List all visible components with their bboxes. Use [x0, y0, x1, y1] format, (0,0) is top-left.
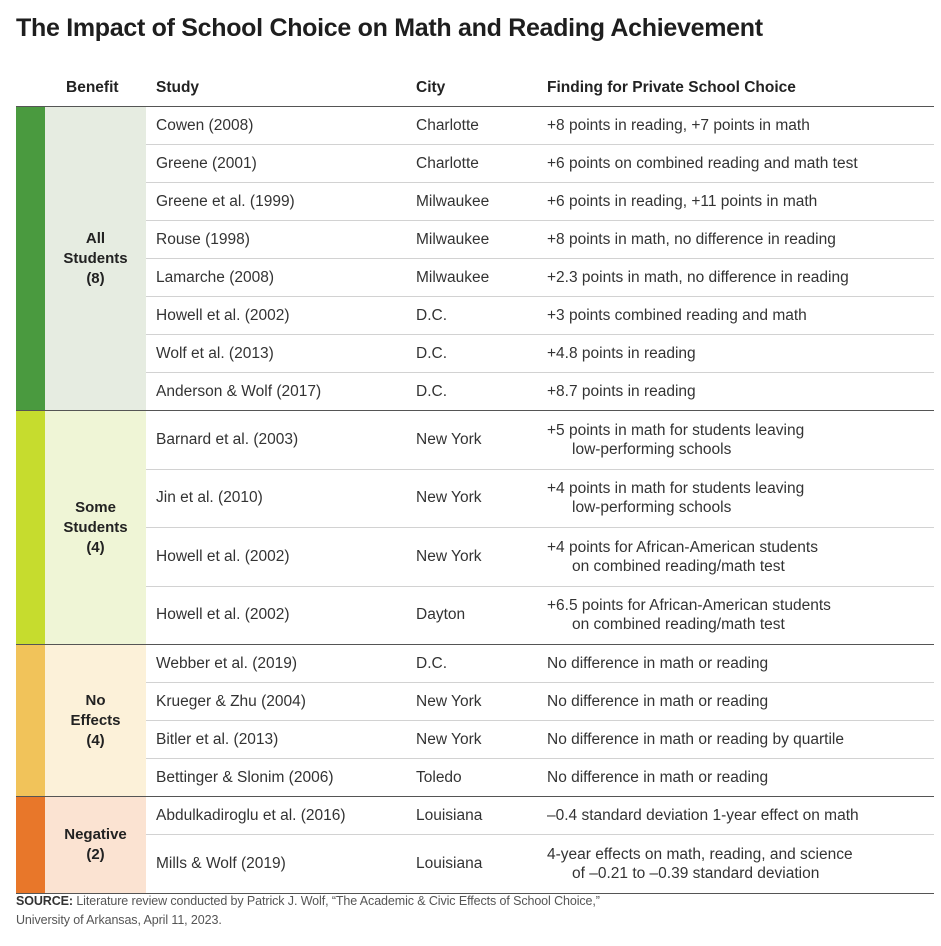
finding-line: +4.8 points in reading	[547, 345, 696, 362]
study-cell: Wolf et al. (2013)	[156, 344, 274, 362]
finding-cell	[547, 116, 927, 135]
table-row	[146, 183, 934, 221]
header-benefit: Benefit	[66, 79, 119, 96]
group-label-cell	[45, 797, 146, 893]
table-row	[146, 145, 934, 183]
finding-line: +6 points in reading, +11 points in math	[547, 193, 818, 210]
benefit-group-all-students	[16, 107, 934, 411]
study-cell: Krueger & Zhu (2004)	[156, 692, 306, 710]
city-cell: Toledo	[416, 768, 462, 786]
table-row	[146, 335, 934, 373]
table-row	[146, 259, 934, 297]
group-label	[64, 825, 127, 865]
finding-line: +8 points in reading, +7 points in math	[547, 117, 810, 134]
finding-cell	[547, 806, 927, 825]
city-cell: Milwaukee	[416, 192, 490, 210]
finding-line: +8.7 points in reading	[547, 383, 696, 400]
group-rows	[146, 645, 934, 796]
group-label-line: Negative	[64, 825, 127, 843]
group-label-line: Effects	[70, 711, 121, 729]
table-row	[146, 411, 934, 470]
group-label-line: All	[85, 229, 106, 247]
city-cell: D.C.	[416, 382, 447, 400]
study-cell: Abdulkadiroglu et al. (2016)	[156, 806, 346, 824]
study-cell: Howell et al. (2002)	[156, 306, 290, 324]
finding-line: low-performing schools	[572, 499, 732, 517]
table-row	[146, 107, 934, 145]
city-cell: Milwaukee	[416, 230, 490, 248]
finding-line: +2.3 points in math, no difference in reading	[547, 269, 849, 286]
source-text-1: Literature review conducted by Patrick J. Wolf, “The Academic & Civic Effects of School Choice,”	[76, 894, 600, 908]
group-label-cell	[45, 645, 146, 796]
study-cell: Howell et al. (2002)	[156, 606, 290, 624]
header-finding: Finding for Private School Choice	[547, 79, 796, 96]
finding-cell	[547, 230, 927, 249]
finding-line: +4 points for African-American students	[547, 538, 818, 556]
city-cell: Charlotte	[416, 116, 479, 134]
source-line-1	[16, 892, 600, 911]
group-label	[70, 691, 120, 751]
city-cell: D.C.	[416, 654, 447, 672]
city-cell: New York	[416, 430, 482, 448]
table-row	[146, 683, 934, 721]
finding-cell	[547, 654, 927, 673]
finding-cell	[547, 768, 927, 787]
group-rows	[146, 411, 934, 644]
city-cell: Louisiana	[416, 806, 483, 824]
finding-line: +3 points combined reading and math	[547, 307, 807, 324]
study-cell: Lamarche (2008)	[156, 268, 275, 286]
finding-line: No difference in math or reading	[547, 693, 769, 710]
city-cell: Milwaukee	[416, 268, 490, 286]
group-color-bar	[16, 411, 45, 644]
study-cell: Mills & Wolf (2019)	[156, 854, 286, 872]
results-table	[16, 68, 934, 894]
source-label: SOURCE:	[16, 894, 73, 908]
finding-cell	[547, 154, 927, 173]
header-city: City	[416, 79, 446, 96]
city-cell: Charlotte	[416, 154, 479, 172]
benefit-group-some-students	[16, 411, 934, 645]
finding-line: on combined reading/math test	[572, 616, 785, 634]
study-cell: Bettinger & Slonim (2006)	[156, 768, 334, 786]
city-cell: New York	[416, 692, 482, 710]
finding-line: +4 points in math for students leaving	[547, 480, 805, 498]
table-row	[146, 645, 934, 683]
table-row	[146, 470, 934, 529]
study-cell: Greene (2001)	[156, 154, 257, 172]
finding-line: +5 points in math for students leaving	[547, 421, 805, 439]
group-color-bar	[16, 107, 45, 410]
study-cell: Howell et al. (2002)	[156, 547, 290, 565]
table-header	[16, 68, 934, 107]
city-cell: D.C.	[416, 306, 447, 324]
finding-line: No difference in math or reading	[547, 655, 769, 672]
group-label-line: No	[85, 691, 106, 709]
city-cell: New York	[416, 730, 482, 748]
group-label-cell	[45, 411, 146, 644]
finding-line: +6.5 points for African-American students	[547, 597, 831, 615]
finding-cell	[547, 344, 927, 363]
table-row	[146, 373, 934, 410]
benefit-group-negative	[16, 797, 934, 894]
study-cell: Anderson & Wolf (2017)	[156, 382, 322, 400]
finding-line: on combined reading/math test	[572, 557, 785, 575]
finding-line: +6 points on combined reading and math test	[547, 155, 858, 172]
finding-line: No difference in math or reading by quartile	[547, 731, 844, 748]
table-row	[146, 721, 934, 759]
group-label	[63, 498, 127, 558]
group-label-line: (4)	[86, 731, 105, 749]
group-label	[63, 229, 127, 289]
table-row	[146, 528, 934, 587]
finding-line: +8 points in math, no difference in reading	[547, 231, 836, 248]
study-cell: Bitler et al. (2013)	[156, 730, 279, 748]
group-label-line: (4)	[86, 538, 105, 556]
group-label-line: (8)	[86, 269, 105, 287]
finding-cell	[547, 479, 927, 517]
finding-line: of –0.21 to –0.39 standard deviation	[572, 864, 820, 882]
group-label-cell	[45, 107, 146, 410]
group-rows	[146, 797, 934, 893]
finding-cell	[547, 730, 927, 749]
finding-line: 4-year effects on math, reading, and science	[547, 845, 853, 863]
study-cell: Barnard et al. (2003)	[156, 430, 299, 448]
study-cell: Rouse (1998)	[156, 230, 250, 248]
group-label-line: Some	[75, 498, 116, 516]
source-line-2: University of Arkansas, April 11, 2023.	[16, 913, 222, 927]
finding-cell	[547, 596, 927, 634]
group-label-line: Students	[63, 249, 128, 267]
table-body	[16, 107, 934, 894]
table-row	[146, 835, 934, 893]
city-cell: Dayton	[416, 606, 466, 624]
city-cell: Louisiana	[416, 854, 483, 872]
finding-cell	[547, 845, 927, 883]
finding-cell	[547, 692, 927, 711]
source-note	[16, 892, 600, 930]
group-rows	[146, 107, 934, 410]
group-label-line: (2)	[86, 845, 105, 863]
table-row	[146, 297, 934, 335]
table-row	[146, 221, 934, 259]
finding-line: –0.4 standard deviation 1-year effect on math	[547, 807, 859, 824]
finding-cell	[547, 306, 927, 325]
table-row	[146, 797, 934, 835]
study-cell: Greene et al. (1999)	[156, 192, 295, 210]
table-row	[146, 587, 934, 645]
page-title: The Impact of School Choice on Math and Reading Achievement	[16, 14, 763, 42]
finding-cell	[547, 538, 927, 576]
group-label-line: Students	[63, 518, 128, 536]
table-row	[146, 759, 934, 796]
study-cell: Cowen (2008)	[156, 116, 254, 134]
benefit-group-no-effects	[16, 645, 934, 797]
finding-line: No difference in math or reading	[547, 769, 769, 786]
finding-cell	[547, 421, 927, 459]
study-cell: Webber et al. (2019)	[156, 654, 298, 672]
group-color-bar	[16, 645, 45, 796]
finding-cell	[547, 192, 927, 211]
finding-cell	[547, 268, 927, 287]
finding-cell	[547, 382, 927, 401]
city-cell: New York	[416, 547, 482, 565]
study-cell: Jin et al. (2010)	[156, 489, 263, 507]
header-study: Study	[156, 79, 200, 96]
finding-line: low-performing schools	[572, 440, 732, 458]
city-cell: D.C.	[416, 344, 447, 362]
city-cell: New York	[416, 489, 482, 507]
group-color-bar	[16, 797, 45, 893]
